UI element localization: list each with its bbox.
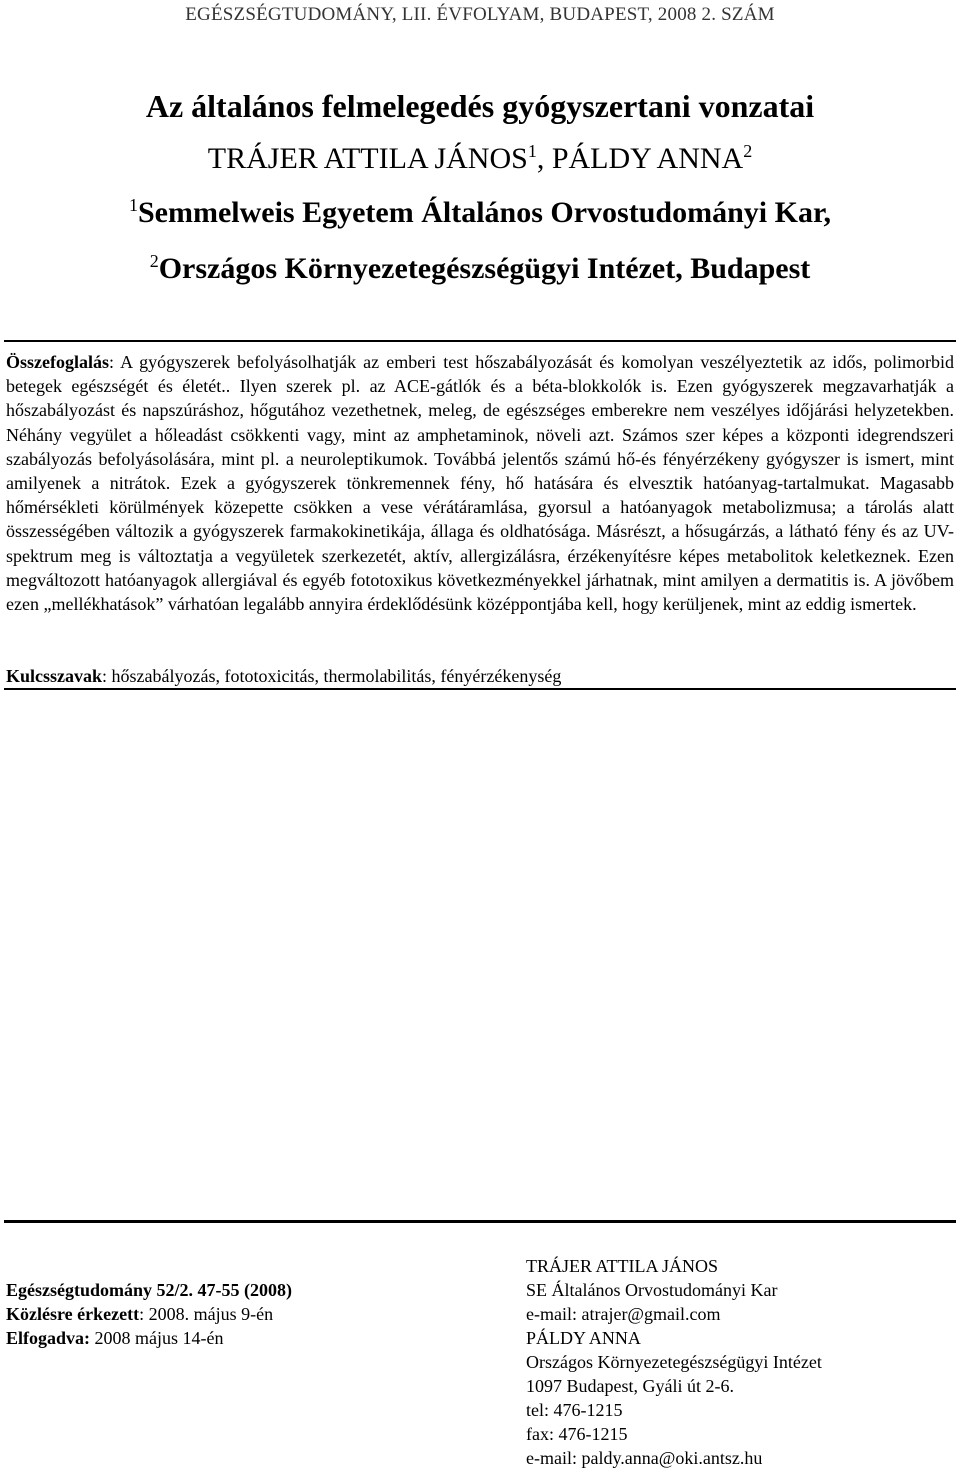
affiliation-2-text: Országos Környezetegészségügyi Intézet, Budapest — [158, 252, 811, 285]
publication-info — [6, 1278, 476, 1350]
contact-line: SE Általános Orvostudományi Kar — [526, 1280, 778, 1300]
author-1-name: TRÁJER ATTILA JÁNOS — [207, 142, 528, 175]
affiliation-1-text: Semmelweis Egyetem Általános Orvostudományi Kar, — [137, 196, 832, 229]
author-line — [0, 142, 960, 176]
contact-email: e-mail: atrajer@gmail.com — [526, 1304, 721, 1324]
abstract-top-rule — [4, 340, 956, 342]
contact-line: TRÁJER ATTILA JÁNOS — [526, 1256, 719, 1276]
contact-email: e-mail: paldy.anna@oki.antsz.hu — [526, 1448, 763, 1468]
keywords-text: : hőszabályozás, fototoxicitás, thermolabilitás, fényérzékenység — [102, 666, 562, 686]
journal-citation — [6, 1278, 476, 1302]
keywords-label: Kulcsszavak — [6, 666, 103, 686]
accepted-date — [6, 1326, 476, 1350]
contact-phone: tel: 476-1215 — [526, 1400, 623, 1420]
received-date — [6, 1302, 476, 1326]
author-2-sup: 2 — [743, 141, 753, 161]
affiliation-1 — [0, 196, 960, 230]
footer-rule — [4, 1220, 956, 1223]
journal-citation-label: Egészségtudomány 52/2. 47-55 (2008) — [6, 1280, 292, 1300]
received-date-label: Közlésre érkezett — [6, 1304, 140, 1324]
contact-line: 1097 Budapest, Gyáli út 2-6. — [526, 1376, 734, 1396]
journal-header: EGÉSZSÉGTUDOMÁNY, LII. ÉVFOLYAM, BUDAPEST, 2008 2. SZÁM — [185, 4, 775, 25]
author-2-name: PÁLDY ANNA — [551, 142, 744, 175]
author-separator: , — [536, 142, 552, 175]
abstract-label: Összefoglalás — [6, 352, 109, 372]
affiliation-2-sup: 2 — [149, 251, 159, 271]
contact-line: Országos Környezetegészségügyi Intézet — [526, 1352, 822, 1372]
abstract-bottom-rule — [4, 688, 956, 690]
keywords — [6, 664, 954, 688]
contact-info — [526, 1254, 956, 1470]
accepted-date-value: 2008 május 14-én — [90, 1328, 224, 1348]
contact-fax: fax: 476-1215 — [526, 1424, 628, 1444]
accepted-date-label: Elfogadva: — [6, 1328, 91, 1348]
received-date-value: : 2008. május 9-én — [139, 1304, 274, 1324]
contact-line: PÁLDY ANNA — [526, 1328, 641, 1348]
abstract — [6, 350, 954, 616]
affiliation-2 — [0, 252, 960, 286]
abstract-text: : A gyógyszerek befolyásolhatják az emberi test hőszabályozását és komolyan veszélyeztetik az idős, polimorbid betegek egészségét és életét.. Ilyen szerek pl. az ACE-gátlók és a béta-blokkolók is. Ezen gyógyszerek megzavarhatják a hőszabályozást és napszúráshoz, hőgutához vezethetnek, meleg, de egészséges emberekre nem veszélyes időjárási helyzetekben. Néhány vegyület a hőleadást csökkenti vagy, mint az amphetaminok, növeli azt. Számos szer képes a központi idegrendszeri szabályozás befolyásolására, mint pl. a neuroleptikumok. Továbbá jelentős számú hő-és fényérzékeny gyógyszer is ismert, mint amilyenek a nitrátok. Ezek a gyógyszerek tönkremennek fény, hő hatására és elvesztik hatóanyag-tartalmukat. Magasabb hőmérsékleti körülmények közepette csökken a vese vérátáramlása, gyorsul a hatóanyagok metabolizmusa; a tárolás alatt összességében változik a gyógyszerek farmakokinetikája, állaga és oldhatósága. Másrészt, a hősugárzás, a látható fény és az UV-spektrum meg is változtatja a vegyületek szerkezetét, aktív, allergizálásra, érzékenyítésre képes metabolitok keletkeznek. Ezen megváltozott hatóanyagok allergiával és egyéb fototoxikus következményekkel járhatnak, mint amilyen a dermatitis is. A jövőbem ezen „mellékhatások” várhatóan legalább annyira érdeklődésünk középpontjába kell, hogy kerüljenek, mint az eddig ismertek. — [6, 352, 954, 615]
author-1-sup: 1 — [527, 141, 537, 161]
affiliation-1-sup: 1 — [128, 195, 138, 215]
article-title: Az általános felmelegedés gyógyszertani vonzatai — [145, 88, 815, 124]
